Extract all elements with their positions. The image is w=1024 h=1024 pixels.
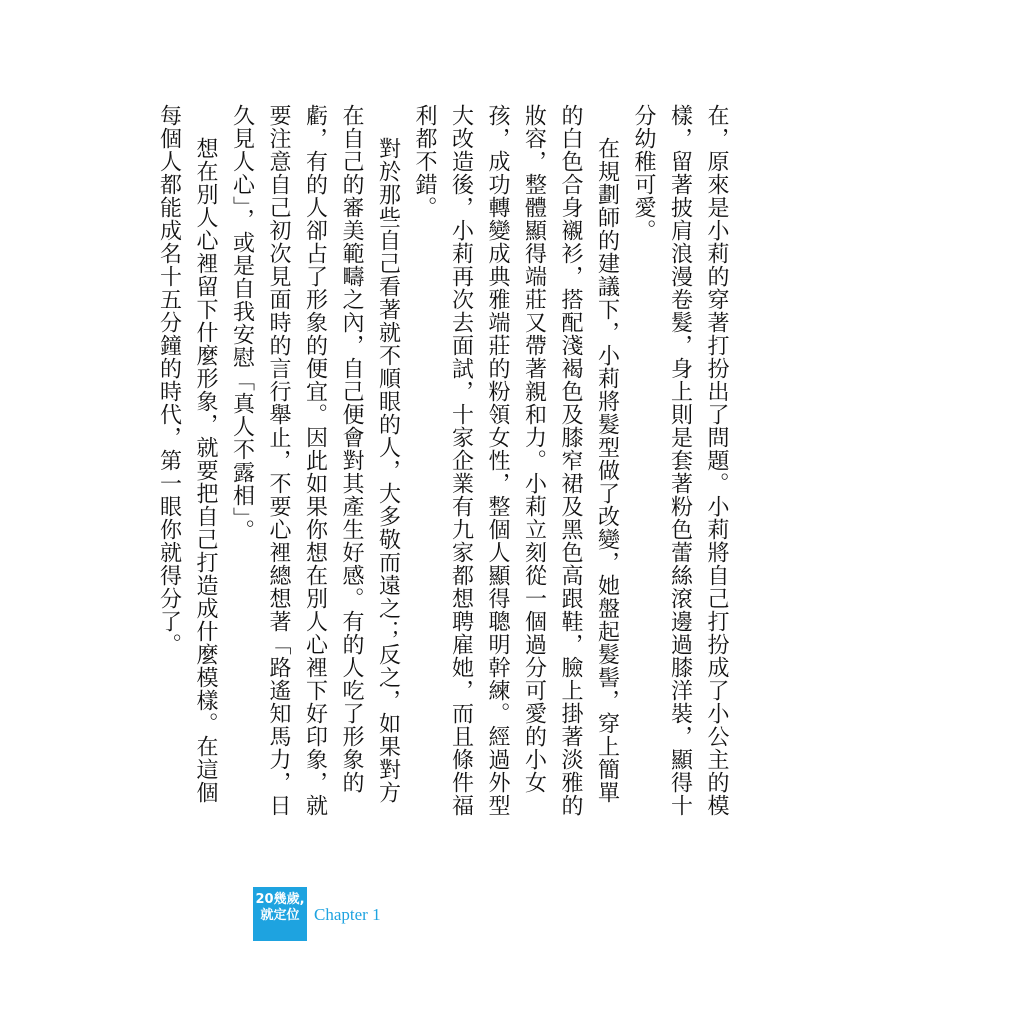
- book-title-line-2: 就定位: [260, 908, 300, 923]
- book-title-badge: [253, 887, 307, 941]
- body-text: [150, 104, 734, 824]
- book-title-line-1: 20幾歲,: [255, 892, 305, 907]
- chapter-label: Chapter 1: [314, 905, 381, 924]
- paragraph-1: 在，原來是小莉的穿著打扮出了問題。小莉將自己打扮成了小公主的模樣，留著披肩浪漫卷髮，身上則是套著粉色蕾絲滾邊過膝洋裝，顯得十分幼稚可愛。: [631, 104, 729, 817]
- paragraph-3: 對於那些自己看著就不順眼的人，大多敬而遠之；反之，如果對方在自己的審美範疇之內，自己便會對其產生好感。有的人吃了形象的虧，有的人卻占了形象的便宜。因此如果你想在別人心裡下好印象，就要注意自己初次見面時的言行舉止，不要心裡總想著「路遙知馬力，日久見人心」，或是自我安慰「真人不露相」。: [229, 104, 401, 817]
- paragraph-4: 想在別人心裡留下什麼形象，就要把自己打造成什麼模樣。在這個每個人都能成名十五分鐘的時代，第一眼你就得分了。: [156, 104, 218, 804]
- paragraph-2: 在規劃師的建議下，小莉將髮型做了改變，她盤起髮髻，穿上簡單的白色合身襯衫，搭配淺褐色及膝窄裙及黑色高跟鞋，臉上掛著淡雅的妝容，整體顯得端莊又帶著親和力。小莉立刻從一個過分可愛的小女孩，成功轉變成典雅端莊的粉領女性，整個人顯得聰明幹練。經過外型大改造後，小莉再次去面試，十家企業有九家都想聘雇她，而且條件福利都不錯。: [412, 104, 620, 817]
